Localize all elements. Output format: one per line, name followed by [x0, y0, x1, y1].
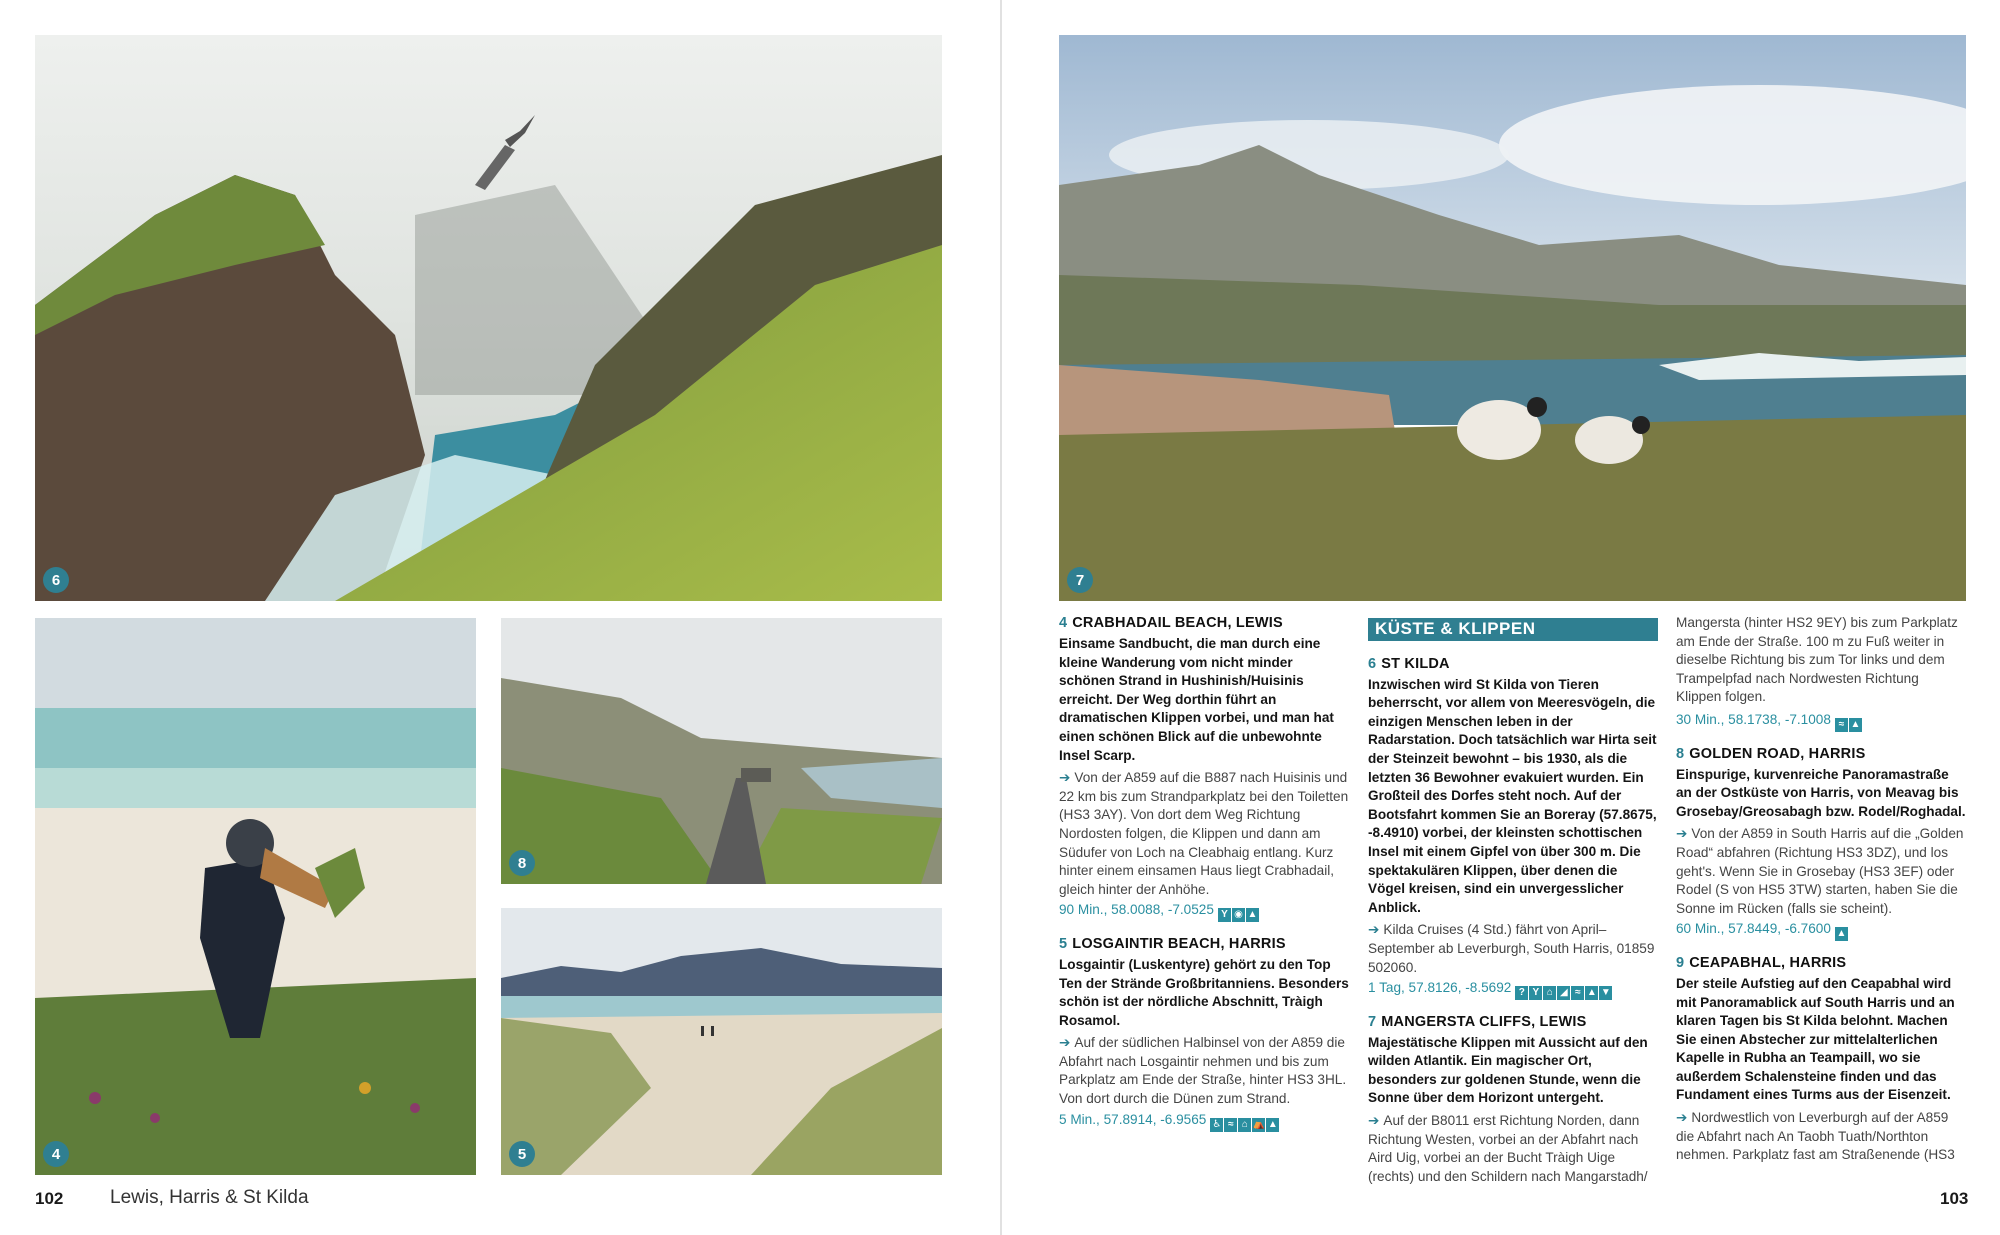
entry-directions-text: Kilda Cruises (4 Std.) fährt von April–September ab Leverburgh, South Harris, 01859 502060.: [1368, 922, 1655, 975]
entry-lead: Losgaintir (Luskentyre) gehört zu den Top Ten der Strände Großbritanniens. Besonders schön ist der nördliche Abschnitt, Tràigh Rosamol.: [1059, 956, 1349, 1028]
entry-ceapabhal: [1676, 954, 1966, 1165]
photo-beach-woman: [35, 618, 476, 1175]
swim-icon: ≈: [1571, 986, 1584, 1000]
entry-title-text: CEAPABHAL, HARRIS: [1689, 954, 1847, 971]
entry-title-text: GOLDEN ROAD, HARRIS: [1689, 745, 1866, 762]
arrow-right-icon: ➔: [1368, 922, 1380, 938]
entry-meta: [1059, 1111, 1349, 1133]
page-number-right: 103: [1940, 1189, 1969, 1208]
entry-directions-text: Auf der B8011 erst Richtung Norden, dann Richtung Westen, vorbei an der Abfahrt nach Aird Uig, vorbei an der Bucht Tràigh Uige (rechts) und den Schildern nach Mangarstadh/: [1368, 1113, 1648, 1184]
entry-number: 8: [1676, 745, 1685, 762]
entry-mangersta-cliffs: [1368, 1013, 1658, 1187]
hike-icon: ▲: [1836, 928, 1847, 940]
hike-icon: ▲: [1267, 1118, 1278, 1130]
entry-meta-text: 90 Min., 58.0088, -7.0525: [1059, 902, 1214, 918]
camping-icon: ⛺: [1252, 1118, 1266, 1130]
entry-number: 6: [1368, 655, 1377, 672]
arrow-right-icon: ➔: [1059, 770, 1071, 786]
text-column-2: [1368, 614, 1658, 1198]
running-head: Lewis, Harris & St Kilda: [110, 1187, 309, 1208]
entry-number: 5: [1059, 935, 1068, 952]
photo-cliffs-fog: [35, 35, 942, 601]
entry-meta: [1368, 979, 1658, 1001]
photo-number-badge: 7: [1067, 567, 1093, 593]
entry-meta: [1676, 920, 1966, 942]
entry-title: [1059, 935, 1349, 954]
entry-lead: Majestätische Klippen mit Aussicht auf den wilden Atlantik. Ein magischer Ort, besonders zur goldenen Stunde, wenn die Sonne über dem Horizont untergeht.: [1368, 1034, 1648, 1106]
entry-title: [1676, 745, 1966, 764]
entry-title: [1368, 1013, 1658, 1032]
continued-meta: [1676, 711, 1966, 733]
entry-crabhadail-beach: [1059, 614, 1349, 923]
toilet-icon: ⌂: [1238, 1118, 1251, 1132]
entry-st-kilda: [1368, 655, 1658, 1001]
entry-lead: Einsame Sandbucht, die man durch eine kleine Wanderung vom nicht minder schönen Strand in Hushinish/Huisinis erreicht. Der Weg dorthin führt an dramatischen Klippen vorbei, und man hat einen schönen Blick auf die unbewohnte Insel Scarp.: [1059, 636, 1334, 763]
amenity-icons: [1218, 904, 1260, 923]
entry-losgaintir-beach: [1059, 935, 1349, 1132]
photo-sheep-coast: [1059, 35, 1966, 601]
photo-number-badge: 8: [509, 850, 535, 876]
page-number-left: 102: [35, 1189, 64, 1208]
entry-directions: [1676, 1109, 1966, 1165]
entry-title: [1676, 954, 1966, 973]
entry-title-text: ST KILDA: [1381, 655, 1450, 672]
entry-directions-text: Von der A859 in South Harris auf die „Golden Road“ abfahren (Richtung HS3 3DZ), und los geht's. Wenn Sie in Grosebay (HS3 3EF) oder Rodel (S von HS5 3TW) starten, haben Sie die Sonne im Rücken (falls sie scheint).: [1676, 826, 1964, 916]
photo-number-badge: 4: [43, 1141, 69, 1167]
swim-icon: ≈: [1835, 718, 1848, 732]
toilet-icon: ⌂: [1543, 986, 1556, 1000]
wildlife-icon: ▼: [1600, 987, 1611, 999]
amenity-icons: [1210, 1114, 1280, 1133]
entry-lead: Der steile Aufstieg auf den Ceapabhal wird mit Panoramablick auf South Harris und an klaren Tagen bis St Kilda belohnt. Machen Sie einen Abstecher zur mittelalterlichen Kapelle in Rubha an Teampaill, wo sie außerdem Schalensteine finden und das Fundament eines Turms aus der Eisenzeit.: [1676, 975, 1955, 1103]
photo-dunes-beach: [501, 908, 942, 1175]
entry-lead: Inzwischen wird St Kilda von Tieren beherrscht, vor allem von Meeresvögeln, die einzigen Menschen leben in der Radarstation. Doch tatsächlich war Hirta seit der Steinzeit bewohnt – bis 1930, als die letzten 36 Bewohner evakuiert wurden. Ein Großteil des Dorfes steht noch. Auf der Bootsfahrt kommen Sie an Boreray (57.8675, -8.4910) vorbei, der kleinsten schottischen Insel mit einem Gipfel von über 300 m. Die spektakulären Klippen, über denen die Vögel kreisen, sind ein unvergesslicher Anblick.: [1368, 676, 1657, 915]
entry-directions: [1368, 921, 1658, 977]
photo-number-badge: 6: [43, 567, 69, 593]
entry-directions: [1368, 1112, 1658, 1186]
swim-icon: ≈: [1224, 1118, 1237, 1132]
entry-directions: [1059, 1034, 1349, 1108]
amenity-icons: [1835, 714, 1863, 733]
entry-title-text: LOSGAINTIR BEACH, HARRIS: [1072, 935, 1286, 952]
entry-title: [1368, 655, 1658, 674]
entry-meta: [1059, 901, 1349, 923]
entry-number: 4: [1059, 615, 1068, 631]
entry-title: [1059, 614, 1349, 633]
info-icon: ?: [1515, 986, 1528, 1000]
entry-directions: [1676, 825, 1966, 918]
photo-golden-road: [501, 618, 942, 884]
cafe-icon: Y: [1529, 986, 1542, 1000]
entry-lead: Einspurige, kurvenreiche Panoramastraße an der Ostküste von Harris, von Meavag bis Grosebay/Greosabagh bzw. Rodel/Roghadal.: [1676, 766, 1966, 819]
amenity-icons: [1515, 982, 1613, 1001]
boat-icon: ◢: [1557, 986, 1570, 1000]
viewpoint-icon: ◉: [1232, 908, 1245, 922]
entry-title-text: MANGERSTA CLIFFS, LEWIS: [1381, 1013, 1587, 1030]
hike-icon: ▲: [1586, 987, 1597, 999]
photo-number-badge: 5: [509, 1141, 535, 1167]
entry-directions-text: Auf der südlichen Halbinsel von der A859 die Abfahrt nach Losgaintir nehmen und bis zum Parkplatz am Ende der Straße, hinter HS3 3HL. Von dort durch die Dünen zum Strand.: [1059, 1035, 1347, 1107]
entry-directions-text: Nordwestlich von Leverburgh auf der A859 die Abfahrt nach An Taobh Tuath/Northton nehmen. Parkplatz fast am Straßenende (HS3: [1676, 1110, 1955, 1163]
hike-icon: ▲: [1850, 718, 1861, 730]
text-column-1: [1059, 614, 1349, 1144]
arrow-right-icon: ➔: [1676, 826, 1688, 842]
arrow-right-icon: ➔: [1676, 1110, 1688, 1126]
entry-golden-road: [1676, 745, 1966, 942]
entry-directions: [1059, 769, 1349, 899]
section-heading: KÜSTE & KLIPPEN: [1368, 618, 1658, 641]
entry-meta-text: 1 Tag, 57.8126, -8.5692: [1368, 980, 1512, 996]
entry-title-text: CRABHADAIL BEACH, LEWIS: [1072, 615, 1283, 631]
page-gutter: [1000, 0, 1002, 1235]
arrow-right-icon: ➔: [1368, 1113, 1380, 1129]
entry-meta-text: 60 Min., 57.8449, -6.7600: [1676, 921, 1831, 937]
entry-number: 7: [1368, 1013, 1377, 1030]
text-column-3: [1676, 614, 1966, 1177]
cafe-icon: Y: [1218, 908, 1231, 922]
arrow-right-icon: ➔: [1059, 1035, 1071, 1051]
entry-directions-text: Von der A859 auf die B887 nach Huisinis und 22 km bis zum Strandparkplatz bei den Toiletten (HS3 3AY). Von dort dem Weg Richtung Nordosten folgen, die Klippen und dann am Südufer von Loch na Cleabhaig entlang. Kurz hinter einem einsamen Haus liegt Crabhadail, gleich hinter der Anhöhe.: [1059, 770, 1349, 897]
hike-icon: ▲: [1247, 909, 1258, 921]
continued-directions: Mangersta (hinter HS2 9EY) bis zum Parkplatz am Ende der Straße. 100 m zu Fuß weiter in dieselbe Richtung bis zum Tor links und dem Trampelpfad nach Nordwesten Richtung Klippen folgen.: [1676, 615, 1958, 705]
entry-meta-text: 5 Min., 57.8914, -6.9565: [1059, 1111, 1207, 1127]
entry-number: 9: [1676, 954, 1685, 971]
amenity-icons: [1835, 923, 1849, 942]
entry-meta-text: 30 Min., 58.1738, -7.1008: [1676, 711, 1831, 727]
accessible-icon: ♿: [1210, 1118, 1223, 1132]
